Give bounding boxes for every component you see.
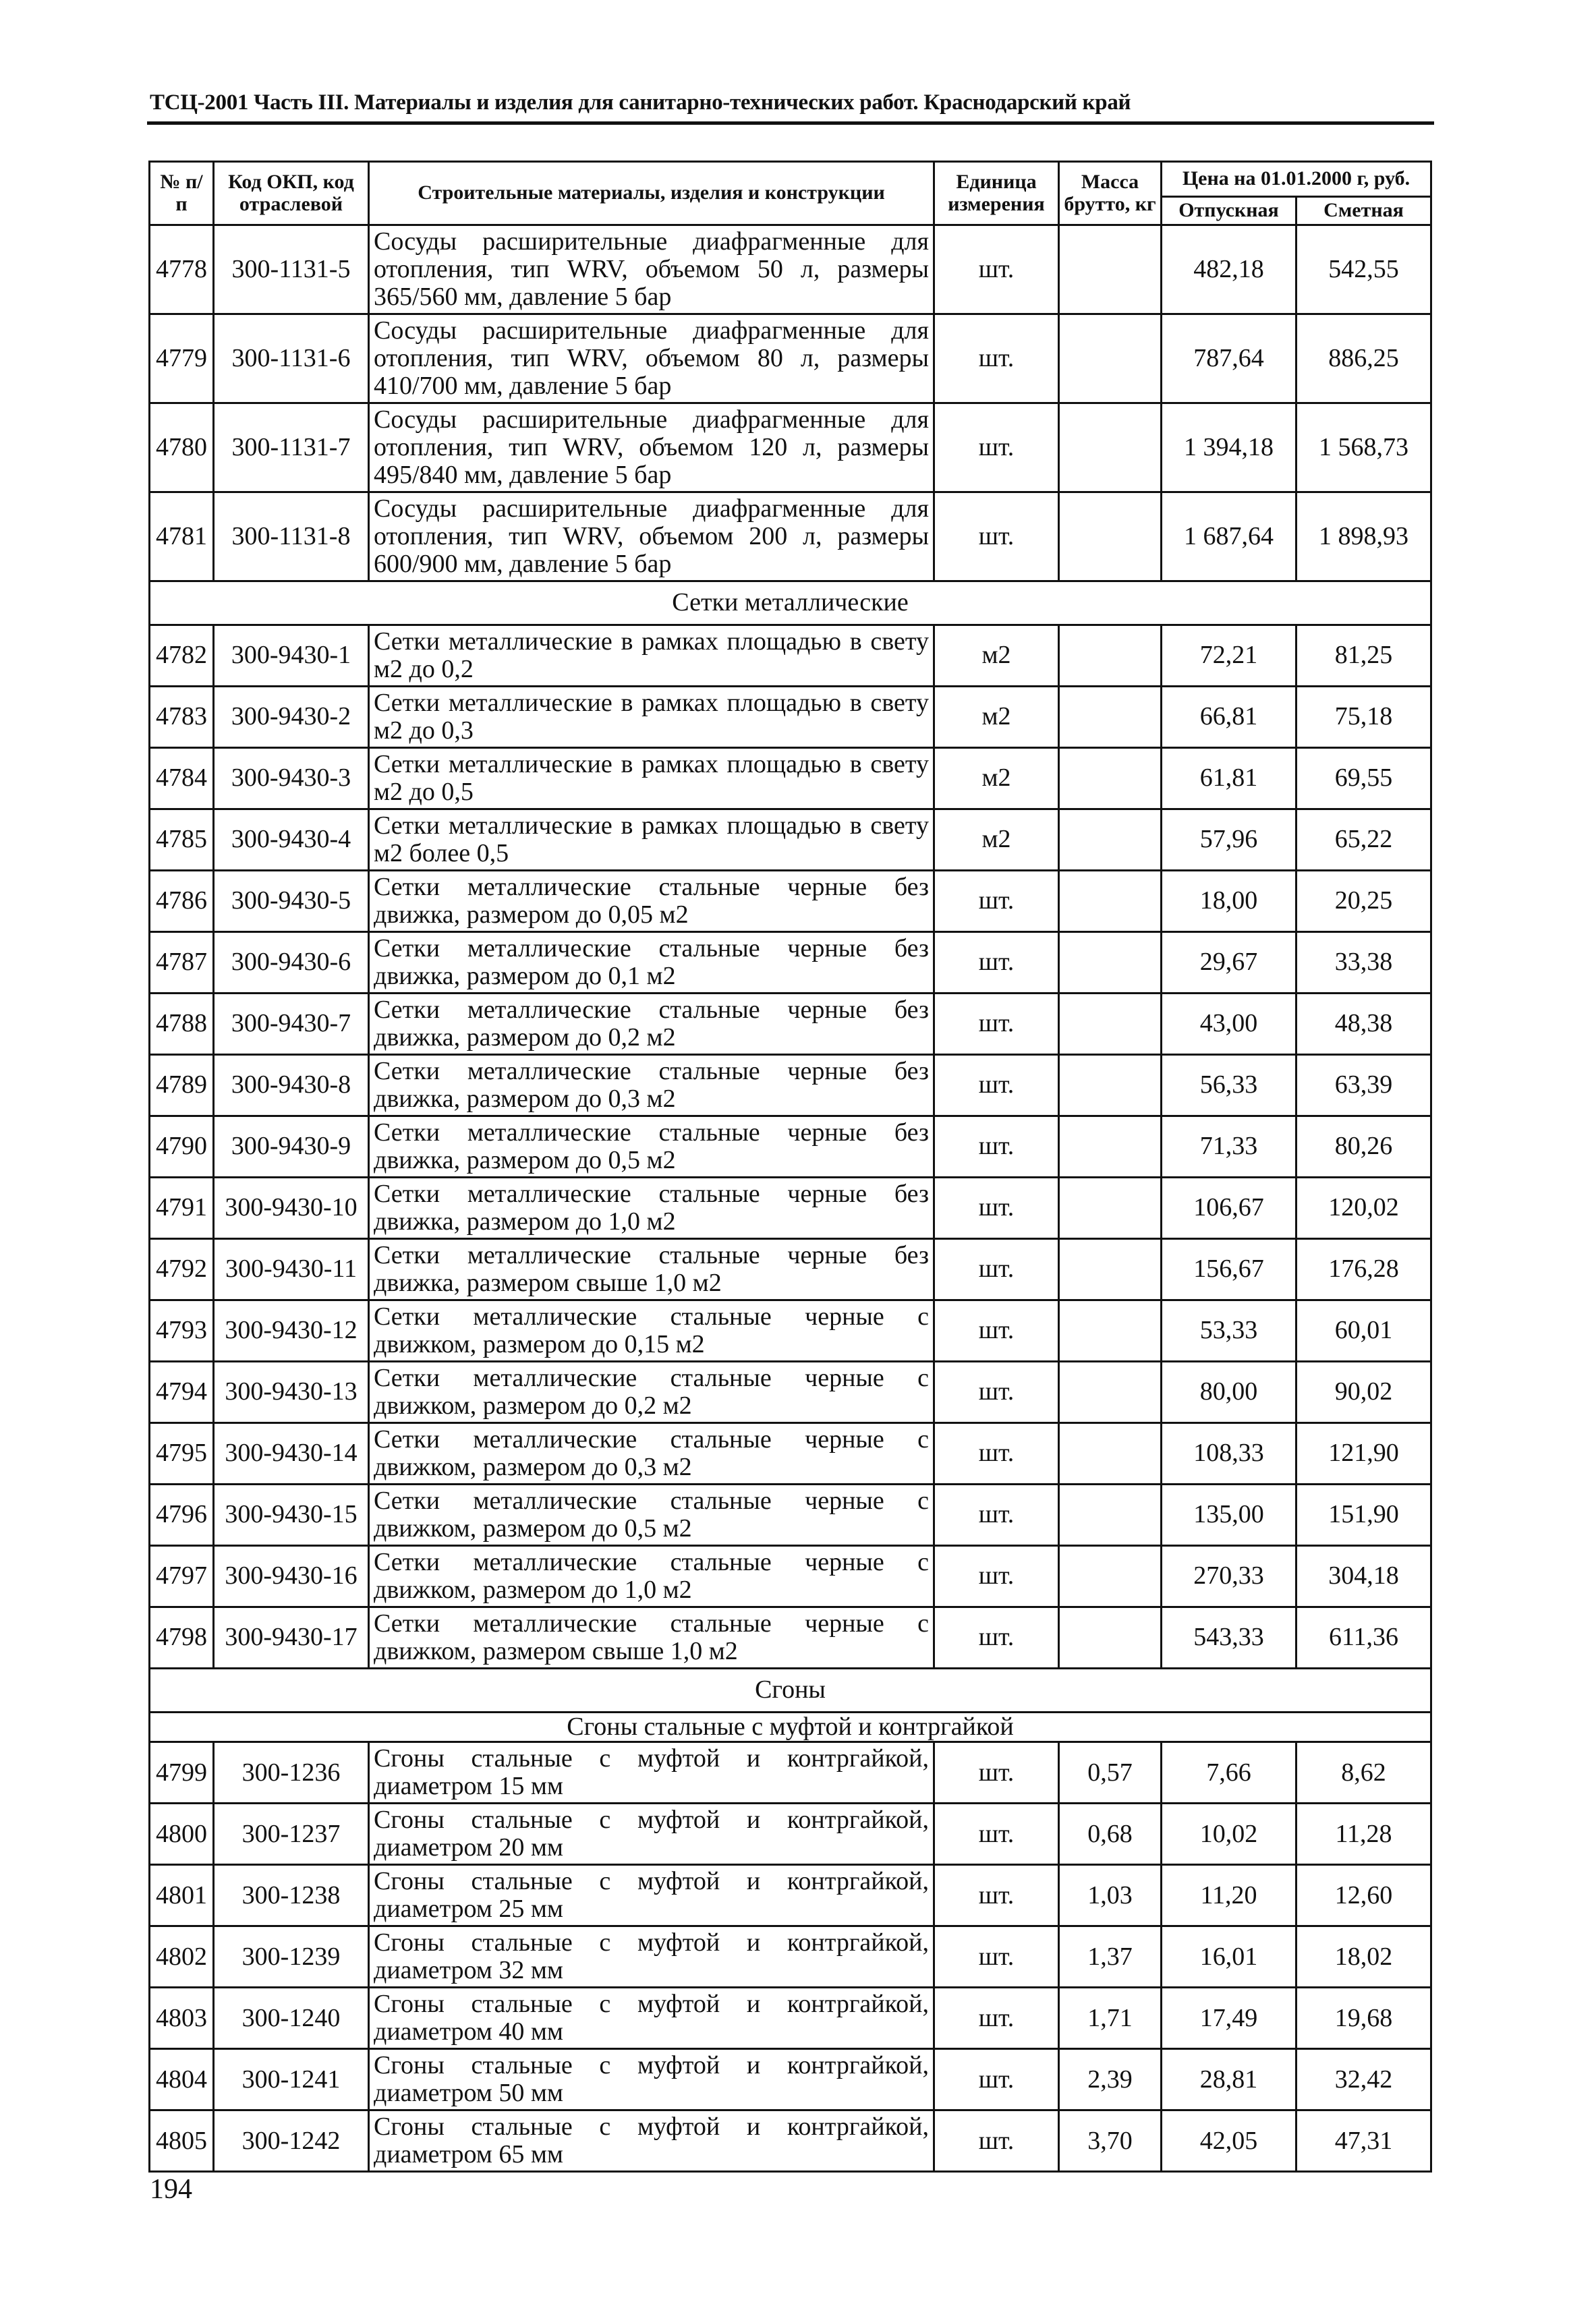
row-mass: 0,68 [1059, 1804, 1162, 1865]
group2-body [150, 625, 1431, 1669]
row-number: 4788 [150, 994, 214, 1055]
row-name: Сетки металлические стальные черные с движком, размером до 0,5 м2 [369, 1485, 934, 1546]
row-number: 4792 [150, 1239, 214, 1300]
row-price: 787,64 [1162, 314, 1296, 403]
column-header-code: Код ОКП, код отраслевой [214, 162, 369, 225]
row-unit: шт. [934, 492, 1059, 581]
row-name: Сосуды расширительные диафрагменные для отопления, тип WRV, объемом 200 л, размеры 600/900 мм, давление 5 бар [369, 492, 934, 581]
row-unit: шт. [934, 1239, 1059, 1300]
row-price: 135,00 [1162, 1485, 1296, 1546]
table-row [150, 1116, 1431, 1178]
page-header-title: ТСЦ-2001 Часть III. Материалы и изделия для санитарно-технических работ. Краснодарский край [150, 90, 1131, 115]
subsection-heading-sgony: Сгоны стальные с муфтой и контргайкой [150, 1713, 1431, 1742]
row-estimate: 33,38 [1296, 932, 1431, 994]
row-unit: шт. [934, 2049, 1059, 2110]
row-price: 10,02 [1162, 1804, 1296, 1865]
row-unit: шт. [934, 1300, 1059, 1362]
row-estimate: 304,18 [1296, 1546, 1431, 1607]
row-estimate: 18,02 [1296, 1926, 1431, 1988]
row-mass [1059, 403, 1162, 492]
row-unit: шт. [934, 1362, 1059, 1423]
row-estimate: 8,62 [1296, 1742, 1431, 1804]
row-estimate: 90,02 [1296, 1362, 1431, 1423]
row-name: Сетки металлические стальные черные без движка, размером до 0,05 м2 [369, 871, 934, 932]
row-name: Сетки металлические стальные черные без движка, размером до 0,5 м2 [369, 1116, 934, 1178]
row-unit: м2 [934, 748, 1059, 809]
column-header-estimate: Сметная [1296, 197, 1431, 225]
row-code: 300-1131-6 [214, 314, 369, 403]
row-mass [1059, 932, 1162, 994]
row-name: Сгоны стальные с муфтой и контргайкой, диаметром 32 мм [369, 1926, 934, 1988]
table-row [150, 1607, 1431, 1669]
row-unit: шт. [934, 1865, 1059, 1926]
row-name: Сетки металлические в рамках площадью в свету м2 до 0,3 [369, 687, 934, 748]
row-code: 300-9430-8 [214, 1055, 369, 1116]
section-heading-nets: Сетки металлические [150, 581, 1431, 625]
row-name: Сетки металлические в рамках площадью в свету м2 до 0,5 [369, 748, 934, 809]
row-estimate: 32,42 [1296, 2049, 1431, 2110]
row-code: 300-1239 [214, 1926, 369, 1988]
row-name: Сгоны стальные с муфтой и контргайкой, диаметром 40 мм [369, 1988, 934, 2049]
row-mass [1059, 1485, 1162, 1546]
table-row [150, 1485, 1431, 1546]
row-name: Сетки металлические стальные черные без движка, размером до 0,3 м2 [369, 1055, 934, 1116]
row-mass: 3,70 [1059, 2110, 1162, 2172]
row-mass [1059, 1239, 1162, 1300]
row-code: 300-9430-10 [214, 1178, 369, 1239]
page-number: 194 [150, 2174, 192, 2205]
row-mass: 0,57 [1059, 1742, 1162, 1804]
row-number: 4798 [150, 1607, 214, 1669]
row-number: 4787 [150, 932, 214, 994]
row-unit: шт. [934, 314, 1059, 403]
row-price: 72,21 [1162, 625, 1296, 687]
row-mass [1059, 1423, 1162, 1485]
row-code: 300-9430-15 [214, 1485, 369, 1546]
row-price: 17,49 [1162, 1988, 1296, 2049]
row-price: 66,81 [1162, 687, 1296, 748]
table-row [150, 625, 1431, 687]
row-name: Сетки металлические стальные черные без движка, размером до 0,2 м2 [369, 994, 934, 1055]
row-unit: шт. [934, 1804, 1059, 1865]
row-estimate: 151,90 [1296, 1485, 1431, 1546]
row-unit: шт. [934, 2110, 1059, 2172]
row-estimate: 20,25 [1296, 871, 1431, 932]
row-mass [1059, 809, 1162, 871]
row-estimate: 60,01 [1296, 1300, 1431, 1362]
row-code: 300-1236 [214, 1742, 369, 1804]
row-name: Сосуды расширительные диафрагменные для отопления, тип WRV, объемом 120 л, размеры 495/840 мм, давление 5 бар [369, 403, 934, 492]
row-price: 56,33 [1162, 1055, 1296, 1116]
table-row [150, 1362, 1431, 1423]
row-code: 300-1238 [214, 1865, 369, 1926]
row-name: Сетки металлические стальные черные с движком, размером до 0,15 м2 [369, 1300, 934, 1362]
row-price: 29,67 [1162, 932, 1296, 994]
table-row [150, 1988, 1431, 2049]
section-heading-sgony: Сгоны [150, 1669, 1431, 1713]
table-row [150, 1239, 1431, 1300]
table-row [150, 2110, 1431, 2172]
row-code: 300-9430-7 [214, 994, 369, 1055]
table-row [150, 1742, 1431, 1804]
row-estimate: 11,28 [1296, 1804, 1431, 1865]
row-name: Сетки металлические стальные черные с движком, размером до 1,0 м2 [369, 1546, 934, 1607]
row-name: Сетки металлические стальные черные без движка, размером свыше 1,0 м2 [369, 1239, 934, 1300]
row-name: Сетки металлические стальные черные с движком, размером до 0,3 м2 [369, 1423, 934, 1485]
row-name: Сосуды расширительные диафрагменные для отопления, тип WRV, объемом 80 л, размеры 410/700 мм, давление 5 бар [369, 314, 934, 403]
row-code: 300-9430-9 [214, 1116, 369, 1178]
table-header [150, 162, 1431, 225]
row-estimate: 81,25 [1296, 625, 1431, 687]
row-unit: м2 [934, 625, 1059, 687]
row-price: 7,66 [1162, 1742, 1296, 1804]
row-mass [1059, 687, 1162, 748]
row-number: 4784 [150, 748, 214, 809]
row-mass [1059, 1116, 1162, 1178]
row-price: 1 394,18 [1162, 403, 1296, 492]
table-row [150, 809, 1431, 871]
row-estimate: 886,25 [1296, 314, 1431, 403]
row-code: 300-1242 [214, 2110, 369, 2172]
table-row [150, 314, 1431, 403]
row-code: 300-9430-13 [214, 1362, 369, 1423]
row-number: 4779 [150, 314, 214, 403]
table-row [150, 994, 1431, 1055]
row-mass: 1,37 [1059, 1926, 1162, 1988]
row-number: 4778 [150, 225, 214, 314]
row-number: 4803 [150, 1988, 214, 2049]
row-price: 42,05 [1162, 2110, 1296, 2172]
row-price: 106,67 [1162, 1178, 1296, 1239]
row-unit: шт. [934, 403, 1059, 492]
row-unit: шт. [934, 871, 1059, 932]
row-price: 270,33 [1162, 1546, 1296, 1607]
table-row [150, 1804, 1431, 1865]
column-header-mass: Масса брутто, кг [1059, 162, 1162, 225]
row-name: Сетки металлические стальные черные без движка, размером до 1,0 м2 [369, 1178, 934, 1239]
row-mass [1059, 492, 1162, 581]
row-code: 300-1131-7 [214, 403, 369, 492]
row-estimate: 176,28 [1296, 1239, 1431, 1300]
row-mass [1059, 994, 1162, 1055]
table-row [150, 1055, 1431, 1116]
row-number: 4790 [150, 1116, 214, 1178]
table-row [150, 687, 1431, 748]
row-code: 300-9430-1 [214, 625, 369, 687]
row-number: 4789 [150, 1055, 214, 1116]
row-mass [1059, 748, 1162, 809]
row-number: 4781 [150, 492, 214, 581]
row-code: 300-1241 [214, 2049, 369, 2110]
row-code: 300-9430-6 [214, 932, 369, 994]
section3-heading-body [150, 1669, 1431, 1742]
row-name: Сосуды расширительные диафрагменные для отопления, тип WRV, объемом 50 л, размеры 365/560 мм, давление 5 бар [369, 225, 934, 314]
column-header-unit: Единица измерения [934, 162, 1059, 225]
row-mass [1059, 1178, 1162, 1239]
row-number: 4802 [150, 1926, 214, 1988]
row-unit: шт. [934, 1116, 1059, 1178]
column-header-price-group: Цена на 01.01.2000 г, руб. [1162, 162, 1431, 197]
row-unit: м2 [934, 809, 1059, 871]
row-number: 4795 [150, 1423, 214, 1485]
row-code: 300-1240 [214, 1988, 369, 2049]
row-unit: шт. [934, 994, 1059, 1055]
row-code: 300-1131-8 [214, 492, 369, 581]
row-unit: шт. [934, 1055, 1059, 1116]
row-unit: шт. [934, 1178, 1059, 1239]
table-row [150, 871, 1431, 932]
section2-heading-body [150, 581, 1431, 625]
row-mass: 1,03 [1059, 1865, 1162, 1926]
row-code: 300-1237 [214, 1804, 369, 1865]
row-price: 18,00 [1162, 871, 1296, 932]
row-code: 300-9430-4 [214, 809, 369, 871]
row-unit: шт. [934, 1485, 1059, 1546]
row-mass: 1,71 [1059, 1988, 1162, 2049]
row-name: Сетки металлические в рамках площадью в свету м2 до 0,2 [369, 625, 934, 687]
row-name: Сгоны стальные с муфтой и контргайкой, диаметром 65 мм [369, 2110, 934, 2172]
row-price: 11,20 [1162, 1865, 1296, 1926]
row-estimate: 19,68 [1296, 1988, 1431, 2049]
table-row [150, 1178, 1431, 1239]
row-name: Сетки металлические в рамках площадью в свету м2 более 0,5 [369, 809, 934, 871]
row-unit: м2 [934, 687, 1059, 748]
table-row [150, 1926, 1431, 1988]
row-mass [1059, 1546, 1162, 1607]
table-row [150, 932, 1431, 994]
row-price: 61,81 [1162, 748, 1296, 809]
price-table [148, 161, 1432, 2173]
row-price: 156,67 [1162, 1239, 1296, 1300]
row-estimate: 47,31 [1296, 2110, 1431, 2172]
row-estimate: 121,90 [1296, 1423, 1431, 1485]
row-mass [1059, 625, 1162, 687]
row-code: 300-9430-12 [214, 1300, 369, 1362]
row-mass [1059, 871, 1162, 932]
table-row [150, 1300, 1431, 1362]
row-mass [1059, 1362, 1162, 1423]
row-price: 71,33 [1162, 1116, 1296, 1178]
row-estimate: 1 898,93 [1296, 492, 1431, 581]
row-code: 300-9430-16 [214, 1546, 369, 1607]
row-number: 4805 [150, 2110, 214, 2172]
row-price: 80,00 [1162, 1362, 1296, 1423]
row-number: 4797 [150, 1546, 214, 1607]
table-row [150, 492, 1431, 581]
row-price: 482,18 [1162, 225, 1296, 314]
table-row [150, 2049, 1431, 2110]
row-price: 28,81 [1162, 2049, 1296, 2110]
row-mass [1059, 1055, 1162, 1116]
row-number: 4804 [150, 2049, 214, 2110]
row-code: 300-9430-3 [214, 748, 369, 809]
row-name: Сетки металлические стальные черные без движка, размером до 0,1 м2 [369, 932, 934, 994]
row-estimate: 65,22 [1296, 809, 1431, 871]
row-mass [1059, 1607, 1162, 1669]
row-estimate: 542,55 [1296, 225, 1431, 314]
row-code: 300-1131-5 [214, 225, 369, 314]
row-unit: шт. [934, 1607, 1059, 1669]
row-name: Сгоны стальные с муфтой и контргайкой, диаметром 15 мм [369, 1742, 934, 1804]
row-price: 43,00 [1162, 994, 1296, 1055]
row-unit: шт. [934, 1926, 1059, 1988]
column-header-name: Строительные материалы, изделия и конструкции [369, 162, 934, 225]
row-number: 4796 [150, 1485, 214, 1546]
table-row [150, 748, 1431, 809]
row-name: Сгоны стальные с муфтой и контргайкой, диаметром 20 мм [369, 1804, 934, 1865]
row-code: 300-9430-11 [214, 1239, 369, 1300]
row-unit: шт. [934, 1546, 1059, 1607]
row-mass [1059, 314, 1162, 403]
table-row [150, 403, 1431, 492]
row-mass: 2,39 [1059, 2049, 1162, 2110]
row-unit: шт. [934, 225, 1059, 314]
table-row [150, 1423, 1431, 1485]
row-price: 1 687,64 [1162, 492, 1296, 581]
row-estimate: 120,02 [1296, 1178, 1431, 1239]
row-number: 4793 [150, 1300, 214, 1362]
row-number: 4783 [150, 687, 214, 748]
header-rule [147, 121, 1434, 125]
row-code: 300-9430-2 [214, 687, 369, 748]
table-row [150, 1546, 1431, 1607]
row-code: 300-9430-5 [214, 871, 369, 932]
row-number: 4801 [150, 1865, 214, 1926]
row-unit: шт. [934, 1742, 1059, 1804]
row-estimate: 611,36 [1296, 1607, 1431, 1669]
row-number: 4786 [150, 871, 214, 932]
row-price: 16,01 [1162, 1926, 1296, 1988]
row-number: 4782 [150, 625, 214, 687]
row-name: Сетки металлические стальные черные с движком, размером до 0,2 м2 [369, 1362, 934, 1423]
row-mass [1059, 1300, 1162, 1362]
row-estimate: 1 568,73 [1296, 403, 1431, 492]
column-header-price: Отпускная [1162, 197, 1296, 225]
row-estimate: 80,26 [1296, 1116, 1431, 1178]
row-number: 4785 [150, 809, 214, 871]
row-price: 543,33 [1162, 1607, 1296, 1669]
row-estimate: 12,60 [1296, 1865, 1431, 1926]
row-unit: шт. [934, 932, 1059, 994]
row-price: 57,96 [1162, 809, 1296, 871]
row-estimate: 48,38 [1296, 994, 1431, 1055]
row-number: 4799 [150, 1742, 214, 1804]
row-name: Сетки металлические стальные черные с движком, размером свыше 1,0 м2 [369, 1607, 934, 1669]
row-code: 300-9430-17 [214, 1607, 369, 1669]
table-row [150, 1865, 1431, 1926]
row-number: 4794 [150, 1362, 214, 1423]
row-price: 53,33 [1162, 1300, 1296, 1362]
row-price: 108,33 [1162, 1423, 1296, 1485]
row-estimate: 69,55 [1296, 748, 1431, 809]
group3-body [150, 1742, 1431, 2172]
row-mass [1059, 225, 1162, 314]
row-estimate: 63,39 [1296, 1055, 1431, 1116]
column-header-num: № п/п [150, 162, 214, 225]
row-code: 300-9430-14 [214, 1423, 369, 1485]
row-unit: шт. [934, 1988, 1059, 2049]
row-number: 4791 [150, 1178, 214, 1239]
table-row [150, 225, 1431, 314]
row-name: Сгоны стальные с муфтой и контргайкой, диаметром 50 мм [369, 2049, 934, 2110]
row-number: 4780 [150, 403, 214, 492]
row-estimate: 75,18 [1296, 687, 1431, 748]
group1-body [150, 225, 1431, 581]
row-number: 4800 [150, 1804, 214, 1865]
row-unit: шт. [934, 1423, 1059, 1485]
row-name: Сгоны стальные с муфтой и контргайкой, диаметром 25 мм [369, 1865, 934, 1926]
